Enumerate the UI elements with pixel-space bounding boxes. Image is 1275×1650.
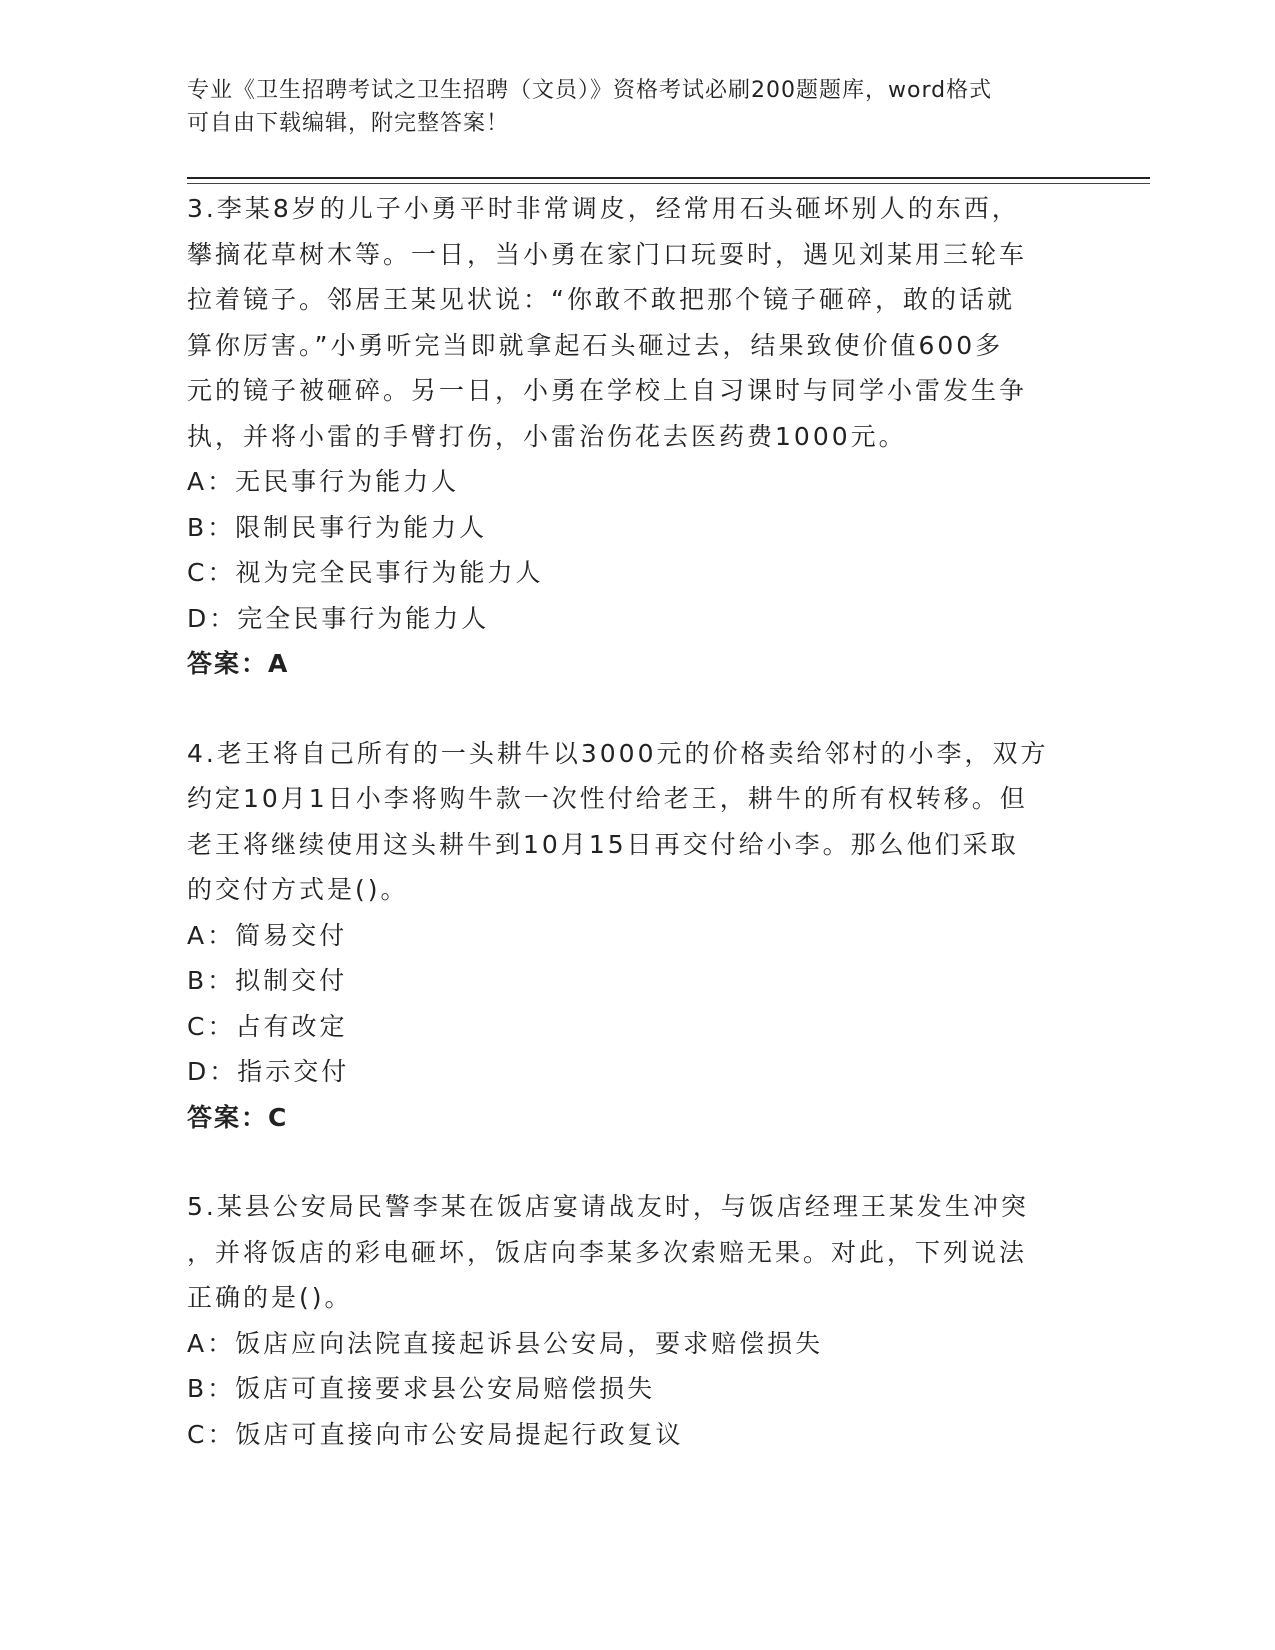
- option-a: A：饭店应向法院直接起诉县公安局，要求赔偿损失: [187, 1328, 824, 1358]
- answer-label: 答案：A: [187, 649, 290, 678]
- question-stem-line: 算你厉害。”小勇听完当即就拿起石头砸过去，结果致使价值600多: [187, 330, 1004, 360]
- header-title-line-1: 专业《卫生招聘考试之卫生招聘（文员）》资格考试必刷200题题库，word格式: [187, 78, 993, 103]
- question-stem-line: 5.某县公安局民警李某在饭店宴请战友时，与饭店经理王某发生冲突: [187, 1192, 1029, 1221]
- question-4: [187, 731, 1087, 1141]
- question-spacer: [187, 1140, 1087, 1184]
- question-list: [187, 186, 1087, 1457]
- option-a: A：无民事行为能力人: [187, 467, 460, 496]
- question-stem-line: 执，并将小雷的手臂打伤，小雷治伤花去医药费1000元。: [187, 421, 907, 451]
- question-stem-line: 3.李某8岁的儿子小勇平时非常调皮，经常用石头砸坏别人的东西，: [187, 194, 1020, 223]
- question-stem-line: 攀摘花草树木等。一日，当小勇在家门口玩耍时，遇见刘某用三轮车: [187, 239, 1028, 269]
- question-stem-line: 约定10月1日小李将购牛款一次性付给老王，耕牛的所有权转移。但: [187, 784, 1028, 813]
- option-b: B：限制民事行为能力人: [187, 512, 488, 542]
- question-stem-line: 4.老王将自己所有的一头耕牛以3000元的价格卖给邻村的小李，双方: [187, 738, 1049, 768]
- question-spacer: [187, 687, 1087, 731]
- option-c: C：占有改定: [187, 1011, 348, 1041]
- answer-label: 答案：C: [187, 1102, 289, 1132]
- question-stem-line: ，并将饭店的彩电砸坏，饭店向李某多次索赔无果。对此，下列说法: [187, 1237, 1028, 1267]
- question-stem-line: 正确的是()。: [187, 1283, 353, 1312]
- option-b: B：拟制交付: [187, 966, 348, 995]
- option-b: B：饭店可直接要求县公安局赔偿损失: [187, 1374, 656, 1403]
- option-c: C：视为完全民事行为能力人: [187, 558, 544, 587]
- option-a: A：简易交付: [187, 920, 348, 950]
- question-5: [187, 1184, 1087, 1457]
- header-divider-thin: [187, 183, 1150, 184]
- question-3: [187, 186, 1087, 687]
- page-header: [187, 74, 1067, 140]
- header-divider-thick: [187, 177, 1150, 179]
- option-c: C：饭店可直接向市公安局提起行政复议: [187, 1419, 684, 1449]
- question-stem-line: 元的镜子被砸碎。另一日，小勇在学校上自习课时与同学小雷发生争: [187, 376, 1028, 405]
- question-stem-line: 老王将继续使用这头耕牛到10月15日再交付给小李。那么他们采取: [187, 829, 1019, 859]
- question-stem-line: 的交付方式是()。: [187, 875, 409, 904]
- option-d: D：完全民事行为能力人: [187, 603, 490, 633]
- question-stem-line: 拉着镜子。邻居王某见状说：“你敢不敢把那个镜子砸碎，敢的话就: [187, 285, 1015, 314]
- header-title-line-2: 可自由下载编辑，附完整答案！: [187, 111, 510, 136]
- option-d: D：指示交付: [187, 1057, 350, 1086]
